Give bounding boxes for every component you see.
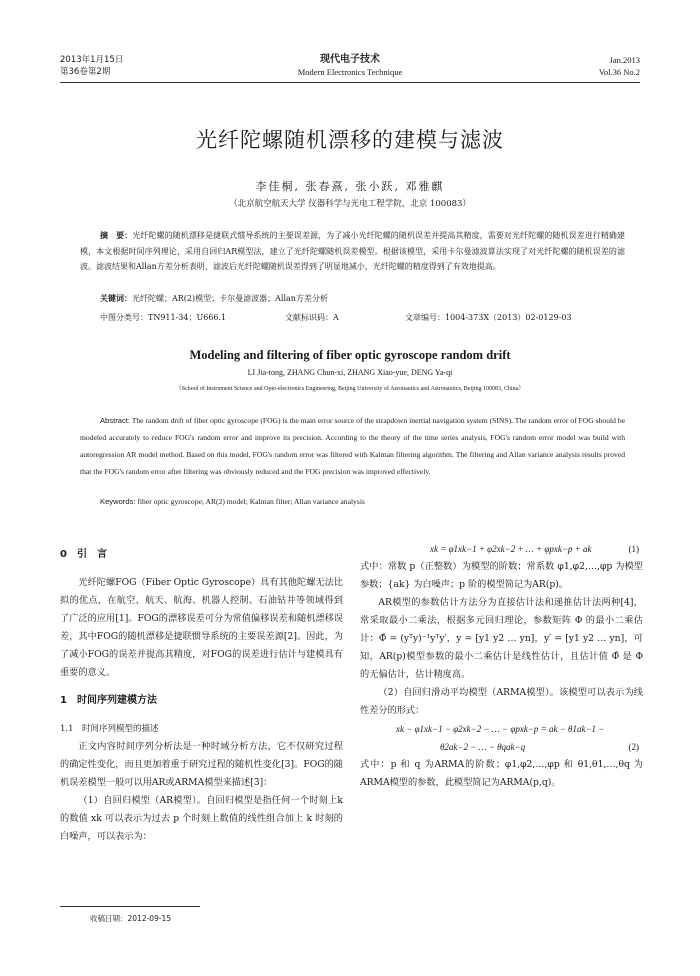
equation-2-number: (2): [628, 742, 639, 752]
authors-en: LI Jia-tong, ZHANG Chun-xi, ZHANG Xiao-yue, DENG Ya-qi: [247, 368, 453, 377]
header-date: 2013年1月15日: [60, 55, 124, 65]
parameter-estimation-paragraph: AR模型的参数估计方法分为直接估计法和递推估计法两种[4]，常采取最小二乘法，根据多元回归理论，参数矩阵 Φ 的最小二乘估计：Φ̂ = (yᵀy)⁻¹yᵀy′，y = [y1 y2 … yn]，y′ = [y1 y2 … yn]，可知，AR(p)模型参数的最小二乘估计是线性估计，且估计值 Φ̂ 是 Φ 的无偏估计，估计精度高。: [360, 597, 643, 680]
document-code: 文献标识码：A: [285, 313, 339, 322]
keywords-en-label: Keywords:: [100, 497, 136, 506]
journal-name-en: Modern Electronics Technique: [297, 67, 403, 77]
section-0-paragraph: 光纤陀螺FOG（Fiber Optic Gyroscope）具有其他陀螺无法比拟的优点，在航空、航天、航海、机器人控制、石油钻井等领域得到了广泛的应用[1]。FOG的漂移误差可分为常值偏移误差和随机漂移误差，其中FOG的随机漂移是捷联惯导系统的主要误差源[2]。因此，为了减小FOG的误差并提高其精度，对FOG的误差进行估计与建模具有重要的意义。: [60, 577, 343, 678]
paper-title-en: Modeling and filtering of fiber optic gyroscope random drift: [189, 348, 511, 362]
section-1-heading: 1 时间序列建模方法: [60, 695, 157, 706]
body-right-column: [360, 540, 643, 792]
header-center: [60, 54, 640, 78]
abstract-cn-text: 光纤陀螺的随机漂移是捷联式惯导系统的主要误差源，为了减小光纤陀螺的随机误差并提高其精度，需要对光纤陀螺的随机误差进行精确建模，本文根据时间序列理论，采用自回归AR模型法，建立了光纤陀螺随机误差模型。根据该模型，采用卡尔曼滤波算法实现了对光纤陀螺的随机误差的滤波。滤波结果和Allan方差分析表明，滤波后光纤陀螺随机误差得到了明显地减小，光纤陀螺的精度得到了有效地提高。: [80, 231, 625, 271]
equation-1-explanation: 式中：常数 p（正整数）为模型的阶数；常系数 φ1,φ2,…,φp 为模型参数；{ak} 为白噪声；p 阶的模型简记为AR(p)。: [360, 561, 643, 590]
affiliation-en: （School of Instrument Science and Opto-electronics Engineering, Beijing University of Aeronautics and Astronautics, Beijing 100083, China）: [175, 386, 525, 392]
equation-1-body: xk = φ1xk−1 + φ2xk−2 + … + φpxk−p + ak: [430, 544, 592, 554]
classification-row: [100, 312, 620, 324]
header-date-en: Jan.2013: [609, 55, 640, 65]
received-date-footnote: 收稿日期：2012-09-15: [90, 914, 172, 923]
equation-2-explanation: 式中：p 和 q 为ARMA的阶数；φ1,φ2,…,φp 和 θ1,θ1,…,θq 为ARMA模型的参数，此模型简记为ARMA(p,q)。: [360, 759, 643, 788]
journal-name-cn: 现代电子技术: [320, 54, 380, 65]
equation-1: [360, 540, 643, 558]
section-1-1-paragraph-2: （1）自回归模型（AR模型）。自回归模型是指任何一个时刻上k的数值 xk 可以表示为过去 p 个时刻上数值的线性组合加上 k 时刻的白噪声，可以表示为：: [60, 795, 343, 842]
keywords-en-text: fiber optic gyroscope; AR(2) model; Kalman filter; Allan variance analysis: [135, 497, 365, 506]
abstract-en-label: Abstract:: [100, 416, 130, 425]
clc-number: 中图分类号：TN911-34；U666.1: [100, 313, 227, 322]
equation-2-body: θ2ak−2 − … − θqak−q: [440, 742, 526, 752]
running-header: [60, 54, 640, 83]
abstract-en-text: The random drift of fiber optic gyroscope (FOG) is the main error source of the strapdown inertial navigation system (SINS). The random error of FOG should be modeled accurately to reduce FOG's random error and improve its precision. According to the theory of the time series analysis, FOG's random error model was build with autoregression AR model method. Based on this model, FOG's random error was filtered with Kalman filtering algorithm. The filtering and Allan variance analysis results proved that the FOG's random error after filtering was obviously reduced and the FOG precision was improved effectively.: [80, 416, 625, 476]
keywords-cn-text: 光纤陀螺；AR(2)模型；卡尔曼滤波器；Allan方差分析: [132, 294, 328, 303]
keywords-en: [100, 497, 620, 506]
abstract-cn-label: 摘 要：: [100, 231, 133, 240]
authors-cn: 李佳桐, 张春熹, 张小跃, 邓雅麒: [255, 180, 445, 193]
keywords-cn: [100, 293, 620, 304]
equation-2-line-1: xk − φ1xk−1 − φ2xk−2 − … − φpxk−p = ak − θ1ak−1 −: [396, 724, 605, 734]
header-volume: 第36卷第2期: [60, 67, 111, 77]
header-volume-en: Vol.36 No.2: [598, 67, 640, 77]
body-left-column: [60, 540, 343, 846]
keywords-cn-label: 关键词：: [100, 294, 132, 303]
section-1-1-paragraph-1: 正文内容时间序列分析法是一种时域分析方法，它不仅研究过程的确定性变化，而且更加着重于研究过程的随机性变化[3]。FOG的随机误差模型一般可以用AR或ARMA模型来描述[3]：: [60, 741, 343, 788]
section-1-1-heading: 1.1 时间序列模型的描述: [60, 724, 159, 734]
arma-intro-paragraph: （2）自回归滑动平均模型（ARMA模型）。该模型可以表示为线性差分的形式：: [360, 687, 643, 716]
abstract-en: [80, 412, 625, 480]
footnote-rule: [60, 906, 200, 907]
abstract-cn: [80, 228, 625, 275]
section-0-heading: 0 引 言: [60, 549, 107, 560]
equation-1-number: (1): [628, 544, 639, 554]
equation-2-line-2: [360, 738, 643, 756]
article-number: 文章编号：1004-373X（2013）02-0129-03: [405, 313, 572, 322]
affiliation-cn: （北京航空航天大学 仪器科学与光电工程学院，北京 100083）: [229, 199, 471, 209]
paper-title-cn: 光纤陀螺随机漂移的建模与滤波: [196, 128, 504, 152]
header-right: [599, 54, 640, 78]
